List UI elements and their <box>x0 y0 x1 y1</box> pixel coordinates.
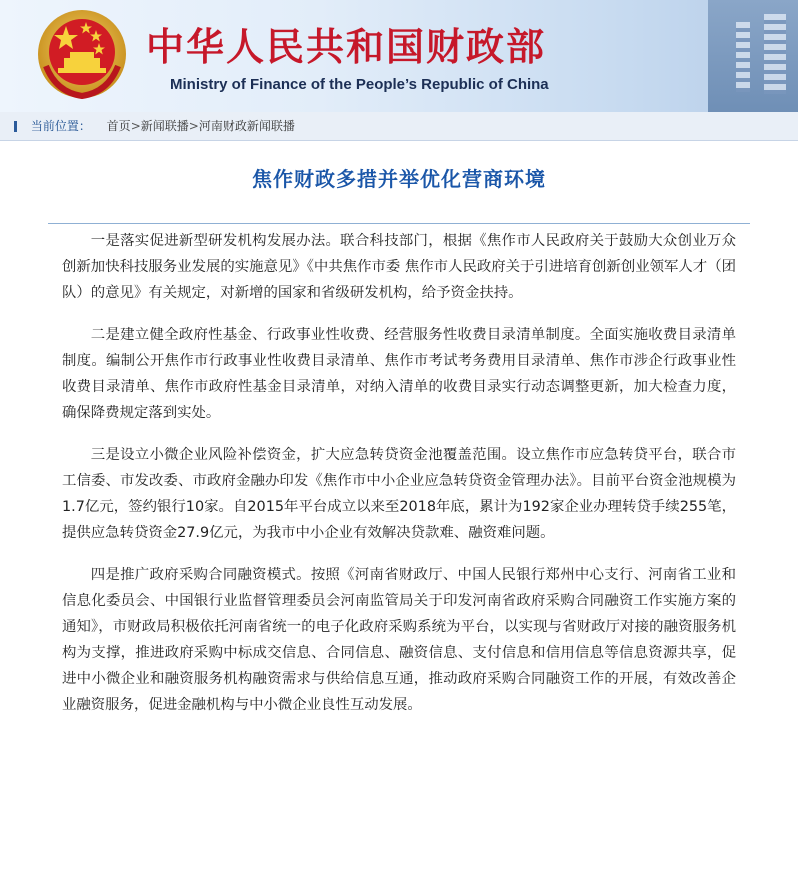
breadcrumb-marker <box>14 121 17 132</box>
article-paragraph-2: 二是建立健全政府性基金、行政事业性收费、经营服务性收费目录清单制度。全面实施收费目录清单制度。编制公开焦作市行政事业性收费目录清单、焦作市考试考务费用目录清单、焦作市涉企行政事业性收费目录清单、焦作市政府性基金目录清单，对纳入清单的收费目录实行动态调整更新，加大检查力度，确保降费规定落到实处。 <box>62 327 736 421</box>
building-graphic <box>708 0 798 112</box>
breadcrumb-henan-news-link[interactable]: 河南财政新闻联播 <box>198 119 295 133</box>
breadcrumb-home-link[interactable]: 首页 <box>106 119 131 133</box>
ministry-title-cn: 中华人民共和国财政部 <box>146 24 547 69</box>
ministry-title-en: Ministry of Finance of the People’s Republic of China <box>170 76 549 93</box>
breadcrumb-label: 当前位置： <box>30 119 91 133</box>
article-paragraph-3: 三是设立小微企业风险补偿资金，扩大应急转贷资金池覆盖范围。设立焦作市应急转贷平台，联合市工信委、市发改委、市政府金融办印发《焦作市中小企业应急转贷资金管理办法》。目前平台资金池规模为1.7亿元，签约银行10家。自2015年平台成立以来至2018年底，累计为192家企业办理转贷手续255笔，提供应急转贷资金27.9亿元，为我市中小企业有效解决贷款难、融资难问题。 <box>62 447 736 541</box>
article-title: 焦作财政多措并举优化营商环境 <box>252 167 546 191</box>
article-body <box>0 224 798 718</box>
breadcrumb-separator: > <box>188 119 199 133</box>
breadcrumb-separator: > <box>130 119 141 133</box>
breadcrumb-news-link[interactable]: 新闻联播 <box>140 119 189 133</box>
article-paragraph-1: 一是落实促进新型研发机构发展办法。联合科技部门，根据《焦作市人民政府关于鼓励大众创业万众创新加快科技服务业发展的实施意见》《中共焦作市委 焦作市人民政府关于引进培育创新创业领军人才（团队）的意见》有关规定，对新增的国家和省级研发机构，给予资金扶持。 <box>62 233 736 301</box>
national-emblem-icon[interactable] <box>36 8 128 100</box>
site-header <box>0 0 798 112</box>
article-paragraph-4: 四是推广政府采购合同融资模式。按照《河南省财政厅、中国人民银行郑州中心支行、河南省工业和信息化委员会、中国银行业监督管理委员会河南监管局关于印发河南省政府采购合同融资工作实施方案的通知》，市财政局积极依托河南省统一的电子化政府采购系统为平台，以实现与省财政厅对接的融资服务机构为支撑，推进政府采购中标成交信息、合同信息、融资信息、支付信息和信用信息等信息资源共享，促进中小微企业和融资服务机构融资需求与供给信息互通，推动政府采购合同融资工作的开展，有效改善企业融资服务，促进金融机构与中小微企业良性互动发展。 <box>62 567 736 713</box>
breadcrumb <box>0 112 798 141</box>
